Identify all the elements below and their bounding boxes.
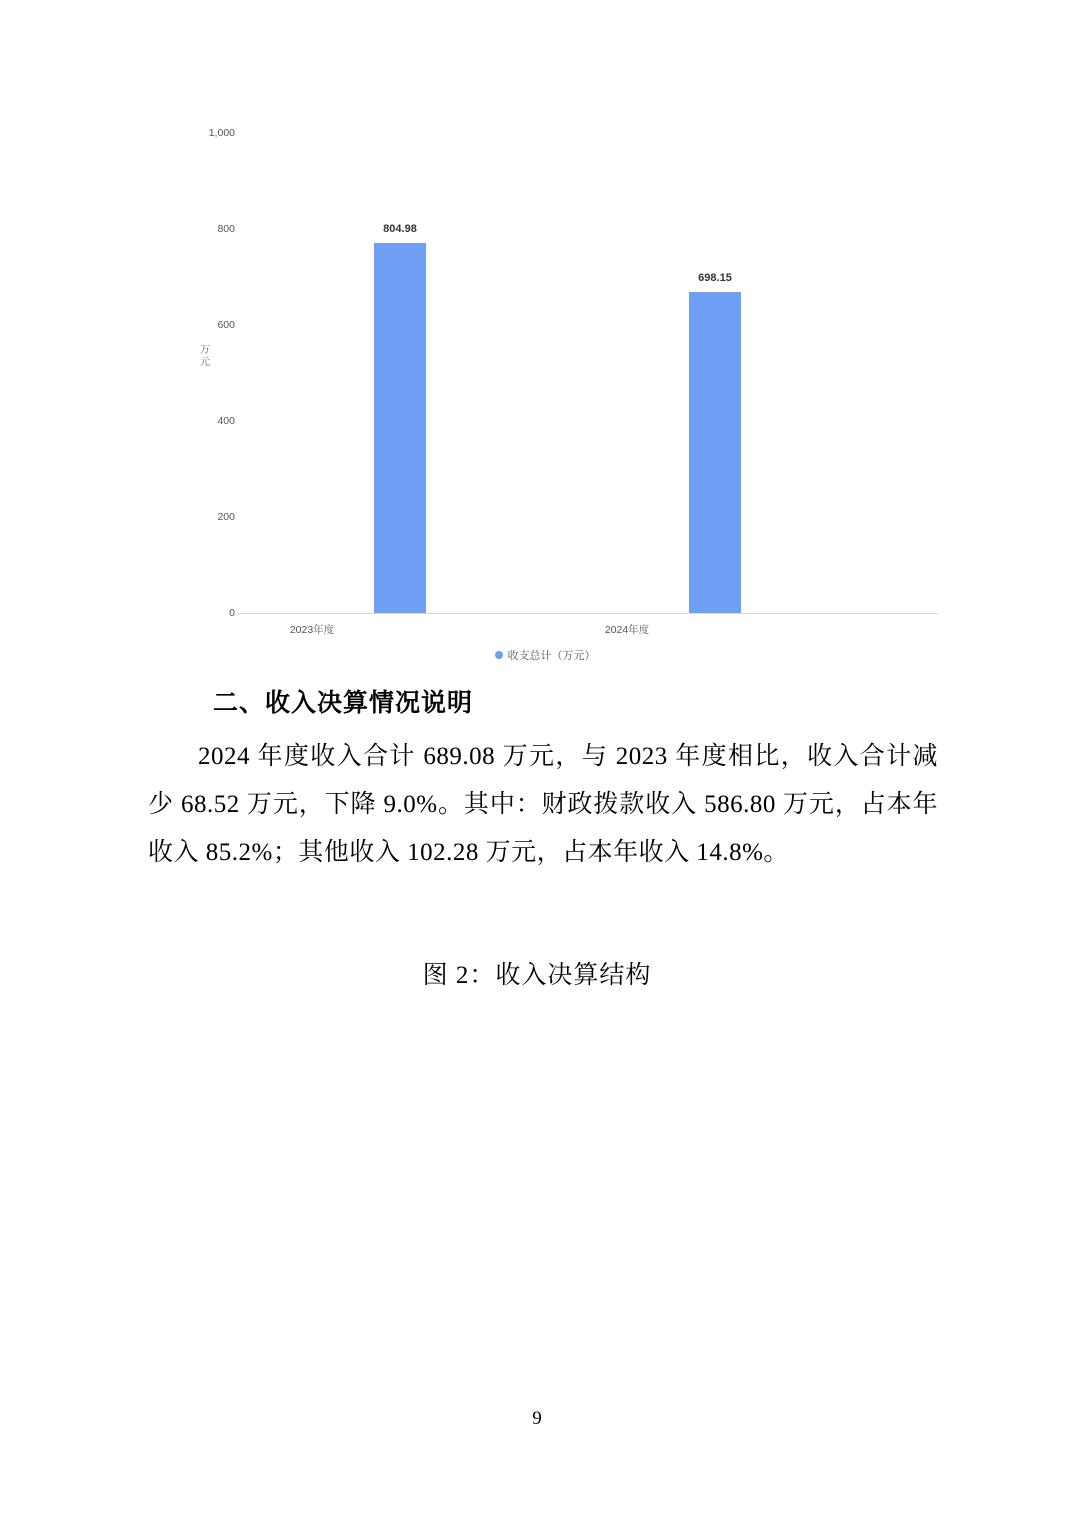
page-number: 9 [532, 1408, 542, 1429]
y-tick-label: 0 [229, 607, 235, 619]
bar-chart [150, 120, 940, 665]
bar-value-label: 804.98 [383, 223, 417, 235]
figure-caption: 图 2：收入决算结构 [422, 962, 652, 989]
legend-color-swatch [495, 651, 503, 659]
x-axis-line [238, 613, 938, 614]
chart-legend [150, 647, 940, 663]
x-category-2024: 2024年度 [604, 624, 650, 636]
bar-2023 [374, 243, 426, 613]
y-tick-label: 600 [217, 319, 235, 331]
bar-2024 [689, 292, 741, 613]
y-tick-label: 1,000 [208, 127, 235, 139]
bar-value-label: 698.15 [698, 272, 732, 284]
y-tick-label: 800 [217, 223, 235, 235]
body-paragraph: 2024 年度收入合计 689.08 万元，与 2023 年度相比，收入合计减少 68.52 万元，下降 9.0%。其中：财政拨款收入 586.80 万元，占本年收入 85.2%；其他收入 102.28 万元，占本年收入 14.8%。 [148, 743, 938, 866]
chart-bars [238, 153, 938, 613]
chart-plot-area [150, 120, 940, 636]
section-heading: 二、收入决算情况说明 [213, 688, 474, 717]
y-tick-label: 200 [217, 511, 235, 523]
legend-label: 收支总计（万元） [507, 650, 596, 662]
x-category-2023: 2023年度 [289, 624, 335, 636]
y-axis-ticks [160, 120, 235, 620]
y-axis-title: 万元 [200, 345, 210, 368]
y-tick-label: 400 [217, 415, 235, 427]
